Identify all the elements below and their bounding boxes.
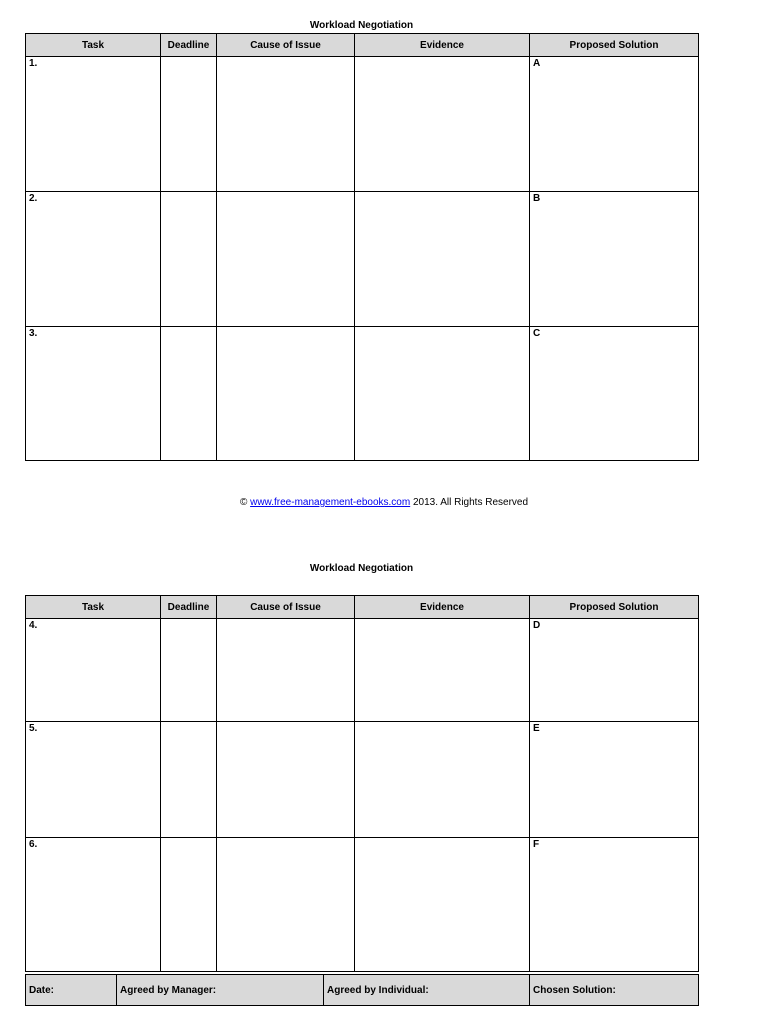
header-cause-of-issue: Cause of Issue (217, 596, 355, 619)
table-row (26, 57, 699, 192)
task-number: 1. (29, 58, 38, 69)
solution-letter: A (533, 58, 541, 69)
header-task: Task (26, 34, 161, 57)
task-cell[interactable] (26, 722, 161, 838)
copyright-symbol: © (239, 497, 248, 508)
copyright-text: 2013. All Rights Reserved (412, 497, 529, 508)
evidence-cell[interactable] (355, 57, 530, 192)
signoff-footer (25, 974, 699, 1006)
evidence-cell[interactable] (355, 838, 530, 972)
agreed-by-individual-field[interactable]: Agreed by Individual: (324, 975, 530, 1006)
cause-cell[interactable] (217, 327, 355, 461)
header-evidence: Evidence (355, 34, 530, 57)
website-link[interactable]: www.free-management-ebooks.com (250, 497, 411, 508)
solution-letter: B (533, 193, 541, 204)
deadline-cell[interactable] (161, 57, 217, 192)
deadline-cell[interactable] (161, 192, 217, 327)
table-row (26, 838, 699, 972)
header-deadline: Deadline (161, 34, 217, 57)
chosen-solution-field[interactable]: Chosen Solution: (530, 975, 699, 1006)
evidence-cell[interactable] (355, 619, 530, 722)
deadline-cell[interactable] (161, 327, 217, 461)
workload-table (25, 595, 699, 972)
header-deadline: Deadline (161, 596, 217, 619)
task-number: 3. (29, 328, 38, 339)
footer-row (26, 975, 699, 1006)
table-row (26, 327, 699, 461)
solution-cell[interactable] (530, 327, 699, 461)
task-cell[interactable] (26, 192, 161, 327)
solution-letter: E (533, 723, 540, 734)
task-number: 2. (29, 193, 38, 204)
cause-cell[interactable] (217, 619, 355, 722)
cause-cell[interactable] (217, 192, 355, 327)
cause-cell[interactable] (217, 722, 355, 838)
header-task: Task (26, 596, 161, 619)
evidence-cell[interactable] (355, 327, 530, 461)
solution-cell[interactable] (530, 838, 699, 972)
table-header-row (26, 596, 699, 619)
solution-cell[interactable] (530, 619, 699, 722)
solution-cell[interactable] (530, 192, 699, 327)
solution-letter: C (533, 328, 541, 339)
header-proposed-solution: Proposed Solution (530, 34, 699, 57)
deadline-cell[interactable] (161, 619, 217, 722)
task-cell[interactable] (26, 619, 161, 722)
header-evidence: Evidence (355, 596, 530, 619)
table-row (26, 722, 699, 838)
solution-letter: D (533, 620, 541, 631)
agreed-by-manager-field[interactable]: Agreed by Manager: (117, 975, 324, 1006)
table-header-row (26, 34, 699, 57)
deadline-cell[interactable] (161, 722, 217, 838)
solution-cell[interactable] (530, 722, 699, 838)
date-field[interactable]: Date: (26, 975, 117, 1006)
task-cell[interactable] (26, 327, 161, 461)
cause-cell[interactable] (217, 57, 355, 192)
table-row (26, 619, 699, 722)
solution-cell[interactable] (530, 57, 699, 192)
task-number: 4. (29, 620, 38, 631)
page-title: Workload Negotiation (309, 20, 414, 31)
cause-cell[interactable] (217, 838, 355, 972)
solution-letter: F (533, 839, 540, 850)
copyright-notice (0, 497, 768, 508)
header-proposed-solution: Proposed Solution (530, 596, 699, 619)
task-cell[interactable] (26, 838, 161, 972)
deadline-cell[interactable] (161, 838, 217, 972)
task-cell[interactable] (26, 57, 161, 192)
evidence-cell[interactable] (355, 722, 530, 838)
workload-table (25, 33, 699, 461)
task-number: 6. (29, 839, 38, 850)
evidence-cell[interactable] (355, 192, 530, 327)
task-number: 5. (29, 723, 38, 734)
page-title: Workload Negotiation (309, 563, 414, 574)
header-cause-of-issue: Cause of Issue (217, 34, 355, 57)
table-row (26, 192, 699, 327)
